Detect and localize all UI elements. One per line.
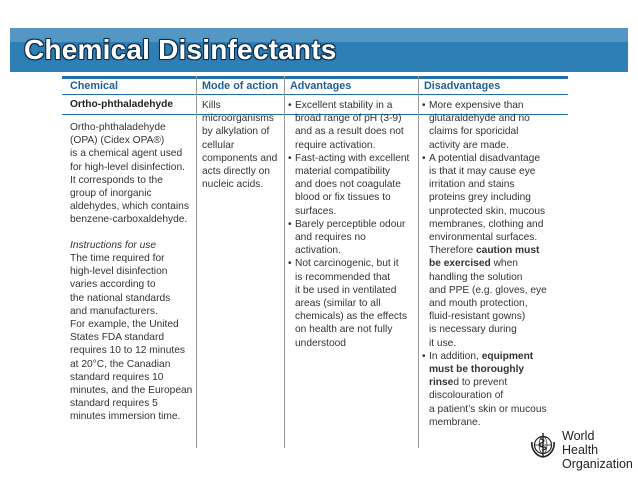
text-line: minutes immersion time. bbox=[70, 411, 181, 423]
text-line bbox=[429, 350, 566, 363]
text-line: is necessary during bbox=[429, 324, 517, 336]
text-line: acts directly on bbox=[202, 166, 270, 178]
text-line: Ortho-phthaladehyde bbox=[70, 122, 166, 133]
emphasis-text: must be thoroughly bbox=[429, 364, 525, 376]
column-divider bbox=[418, 76, 419, 448]
text-line: membrane. bbox=[429, 416, 481, 428]
text-line: and does not coagulate bbox=[295, 179, 401, 191]
text-line: cellular bbox=[202, 139, 235, 151]
header-bottom-rule bbox=[62, 94, 568, 95]
column-divider bbox=[196, 76, 197, 448]
text-line: and requires no bbox=[295, 232, 366, 244]
who-name-line2: Organization bbox=[562, 457, 633, 471]
text-line: handling the solution bbox=[429, 271, 523, 283]
text-line: and as a result does not bbox=[295, 126, 404, 138]
text-line: claims for sporicidal bbox=[429, 126, 519, 138]
text-line: environmental surfaces. bbox=[429, 232, 538, 244]
text-line: unprotected skin, mucous bbox=[429, 205, 546, 217]
text-fragment: Therefore bbox=[429, 245, 476, 257]
text-line: by alkylation of bbox=[202, 126, 270, 138]
who-logo bbox=[528, 426, 634, 471]
text-line: and PPE (e.g. gloves, eye bbox=[429, 284, 547, 296]
text-line: States FDA standard bbox=[70, 332, 164, 344]
instructions-heading: Instructions for use bbox=[70, 240, 157, 251]
text-line: surfaces. bbox=[295, 205, 337, 217]
text-line: minutes, and the European bbox=[70, 385, 193, 397]
text-line: • More expensive than bbox=[429, 100, 524, 111]
chemical-description bbox=[70, 121, 194, 227]
text-line: irritation and stains bbox=[429, 179, 515, 191]
advantage-item bbox=[288, 99, 416, 152]
text-line: the national standards bbox=[70, 292, 171, 304]
text-line: blood or fix tissues to bbox=[295, 192, 391, 204]
text-line: varies according to bbox=[70, 279, 156, 291]
text-line: on health are not fully bbox=[295, 324, 393, 336]
advantage-item bbox=[288, 152, 416, 218]
text-line: group of inorganic bbox=[70, 188, 152, 200]
text-line: standard requires 5 bbox=[70, 398, 158, 410]
text-line: For example, the United bbox=[70, 319, 179, 331]
mode-of-action-text bbox=[202, 99, 284, 191]
emphasis-text: be exercised bbox=[429, 258, 491, 270]
text-line: activation. bbox=[295, 245, 341, 257]
text-line: for high-level disinfection. bbox=[70, 161, 185, 173]
text-line: high-level disinfection bbox=[70, 266, 168, 278]
text-line: components and bbox=[202, 152, 278, 164]
text-line: • Fast-acting with excellent bbox=[295, 152, 410, 164]
who-emblem-icon bbox=[528, 430, 558, 460]
text-line: • Barely perceptible odour bbox=[295, 218, 406, 230]
text-line: membranes, clothing and bbox=[429, 218, 544, 230]
header-advantages: Advantages bbox=[290, 80, 352, 92]
text-fragment: In addition, bbox=[429, 350, 482, 362]
chemical-name: Ortho-phthaladehyde bbox=[70, 99, 174, 110]
advantage-item bbox=[288, 218, 416, 258]
text-line: and mouth protection, bbox=[429, 298, 528, 310]
text-line: areas (similar to all bbox=[295, 298, 381, 310]
text-line: (OPA) (Cidex OPA®) bbox=[70, 135, 165, 147]
text-line: material compatibility bbox=[295, 166, 391, 178]
text-line: it use. bbox=[429, 337, 457, 349]
text-line: understood bbox=[295, 337, 346, 349]
title-bar bbox=[10, 28, 628, 72]
emphasis-text: caution must bbox=[476, 245, 540, 257]
disinfectant-table bbox=[62, 76, 568, 448]
text-line: standard requires 10 bbox=[70, 371, 164, 383]
text-line: glutaraldehyde and no bbox=[429, 113, 530, 125]
instructions-text bbox=[70, 252, 194, 424]
header-disadvantages: Disadvantages bbox=[424, 80, 501, 92]
text-line: aldehydes, which contains bbox=[70, 201, 189, 213]
text-line bbox=[429, 376, 566, 389]
text-line: chemicals) as the effects bbox=[295, 311, 407, 323]
text-line: fluid-resistant gowns) bbox=[429, 311, 526, 323]
column-divider bbox=[284, 76, 285, 448]
text-line: • Not carcinogenic, but it bbox=[295, 258, 399, 270]
text-line: • A potential disadvantage bbox=[429, 152, 541, 164]
header-mode-of-action: Mode of action bbox=[202, 80, 279, 92]
text-fragment: when bbox=[490, 258, 518, 270]
header-top-rule bbox=[62, 76, 568, 79]
text-fragment: d to prevent bbox=[453, 377, 508, 389]
text-line: proteins grey including bbox=[429, 192, 531, 204]
text-line: The time required for bbox=[70, 253, 165, 264]
who-wordmark bbox=[562, 429, 634, 471]
text-line: require activation. bbox=[295, 139, 376, 151]
text-line: benzene-carboxaldehyde. bbox=[70, 214, 188, 226]
text-line: is recommended that bbox=[295, 271, 391, 283]
text-line: broad range of pH (3-9) bbox=[295, 113, 402, 125]
disadvantage-item bbox=[422, 152, 566, 350]
disadvantage-item bbox=[422, 99, 566, 152]
text-line bbox=[429, 257, 566, 270]
advantage-item bbox=[288, 257, 416, 349]
text-line: requires 10 to 12 minutes bbox=[70, 345, 185, 357]
text-line: it be used in ventilated bbox=[295, 284, 397, 296]
text-line: activity are made. bbox=[429, 139, 509, 151]
text-line: a patient’s skin or mucous bbox=[429, 403, 547, 415]
text-line: Kills bbox=[202, 100, 221, 111]
text-line: nucleic acids. bbox=[202, 179, 264, 191]
text-line: is a chemical agent used bbox=[70, 148, 183, 160]
text-line: and manufacturers. bbox=[70, 305, 158, 317]
header-chemical: Chemical bbox=[70, 80, 119, 92]
text-line: It corresponds to the bbox=[70, 174, 163, 186]
text-line: discolouration of bbox=[429, 390, 504, 402]
text-line bbox=[429, 244, 566, 257]
emphasis-text: rinse bbox=[429, 377, 454, 389]
who-name-line1: World Health bbox=[562, 429, 599, 457]
disadvantage-item bbox=[422, 350, 566, 429]
emphasis-text: equipment bbox=[481, 350, 534, 362]
disadvantages-list bbox=[422, 99, 566, 429]
text-line: microorganisms bbox=[202, 113, 274, 125]
text-line: is that it may cause eye bbox=[429, 166, 536, 178]
advantages-list bbox=[288, 99, 416, 350]
slide-title: Chemical Disinfectants bbox=[24, 34, 337, 65]
text-line: at 20°C, the Canadian bbox=[70, 358, 171, 370]
text-line: • Excellent stability in a bbox=[295, 100, 393, 111]
